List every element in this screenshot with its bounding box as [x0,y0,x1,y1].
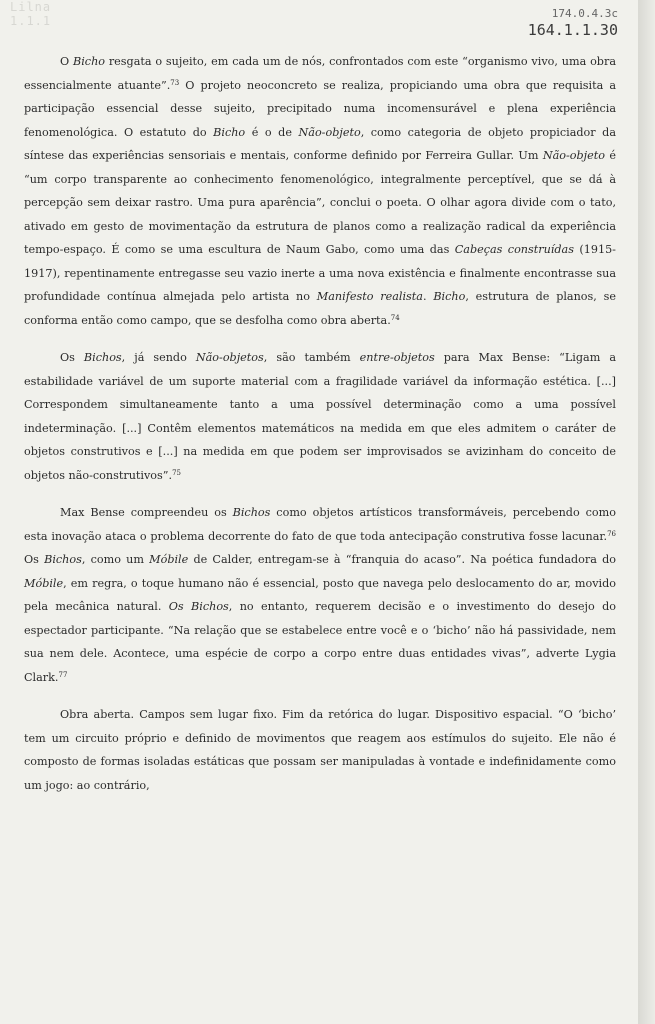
footnote-ref: 76 [607,529,616,538]
paragraph-2: Os Bichos, já sendo Não-objetos, são também entre-objetos para Max Bense: “Ligam a estabilidade variável de um suporte material com a fragilidade variável da informação estética. [...] Correspondem simultaneamente tanto a uma possível determinação como a uma possível indeterminação. [...] Contêm elementos matemáticos na medida em que eles admitem o caráter de objetos construtivos e [...] na medida em que podem ser improvisados se avizinham do conceito de objetos não-construtivos”.$^{75}$ [24,351,616,482]
footnote-ref: 73 [170,78,180,87]
footnote-ref: 77 [58,670,68,679]
handwritten-annotation [528,6,618,38]
body-text [24,50,616,811]
bleed-through-marks [10,0,51,28]
footnote-ref: 75 [172,468,181,477]
paragraph-1: O Bicho resgata o sujeito, em cada um de nós, confrontados com este “organismo vivo, uma obra essencialmente atuante”.$^{73}$ O projeto neoconcreto se realiza, propiciando uma obra que requisita a participação essencial desse sujeito, precipitado numa incomensurável e plena experiência fenomenológica. O estatuto do Bicho é o de Não-objeto, como categoria de objeto propiciador da síntese das experiências sensoriais e mentais, conforme definido por Ferreira Gullar. Um Não-objeto é “um corpo transparente ao conhecimento fenomenológico, integralmente perceptível, que se dá à percepção sem deixar rastro. Uma pura aparência”, conclui o poeta. O olhar agora divide com o tato, ativado em gesto de movimentação da estrutura de planos como a realização radical da experiência tempo-espaço. É como se uma escultura de Naum Gabo, como uma das Cabeças construídas (1915-1917), repentinamente entregasse seu vazio inerte a uma nova existência e finalmente encontrasse sua profundidade contínua almejada pelo artista no Manifesto realista. Bicho, estrutura de planos, se conforma então como campo, que se desfolha como obra aberta.$^{74}$ [24,55,616,327]
page-edge [638,0,655,1024]
handwritten-line-1: 174.0.4.3c [551,7,618,20]
footnote-ref: 74 [390,313,400,322]
paragraph-4: Obra aberta. Campos sem lugar fixo. Fim da retórica do lugar. Dispositivo espacial. “O ‘bicho’ tem um circuito próprio e definido de movimentos que reagem aos estímulos do sujeito. Ele não é composto de formas isoladas estáticas que possam ser manipuladas à vontade e indefinidamente como um jogo: ao contrário, [24,708,616,792]
ghost-mark: Lilna [10,0,52,14]
handwritten-line-2: 164.1.1.30 [527,21,618,39]
ghost-mark: 1.1.1 [10,14,52,28]
paragraph-3: Max Bense compreendeu os Bichos como objetos artísticos transformáveis, percebendo como esta inovação ataca o problema decorrente do fato de que toda antecipação construtiva fosse lacunar.$^{76}$ Os Bichos, como um Móbile de Calder, entregam-se à “franquia do acaso”. Na poética fundadora do Móbile, em regra, o toque humano não é essencial, posto que navega pelo deslocamento do ar, movido pela mecânica natural. Os Bichos, no entanto, requerem decisão e o investimento do desejo do espectador participante. “Na relação que se estabelece entre você e o ‘bicho’ não há passividade, nem sua nem dele. Acontece, uma espécie de corpo a corpo entre duas entidades vivas”, adverte Lygia Clark.$^{77}$ [24,506,616,684]
